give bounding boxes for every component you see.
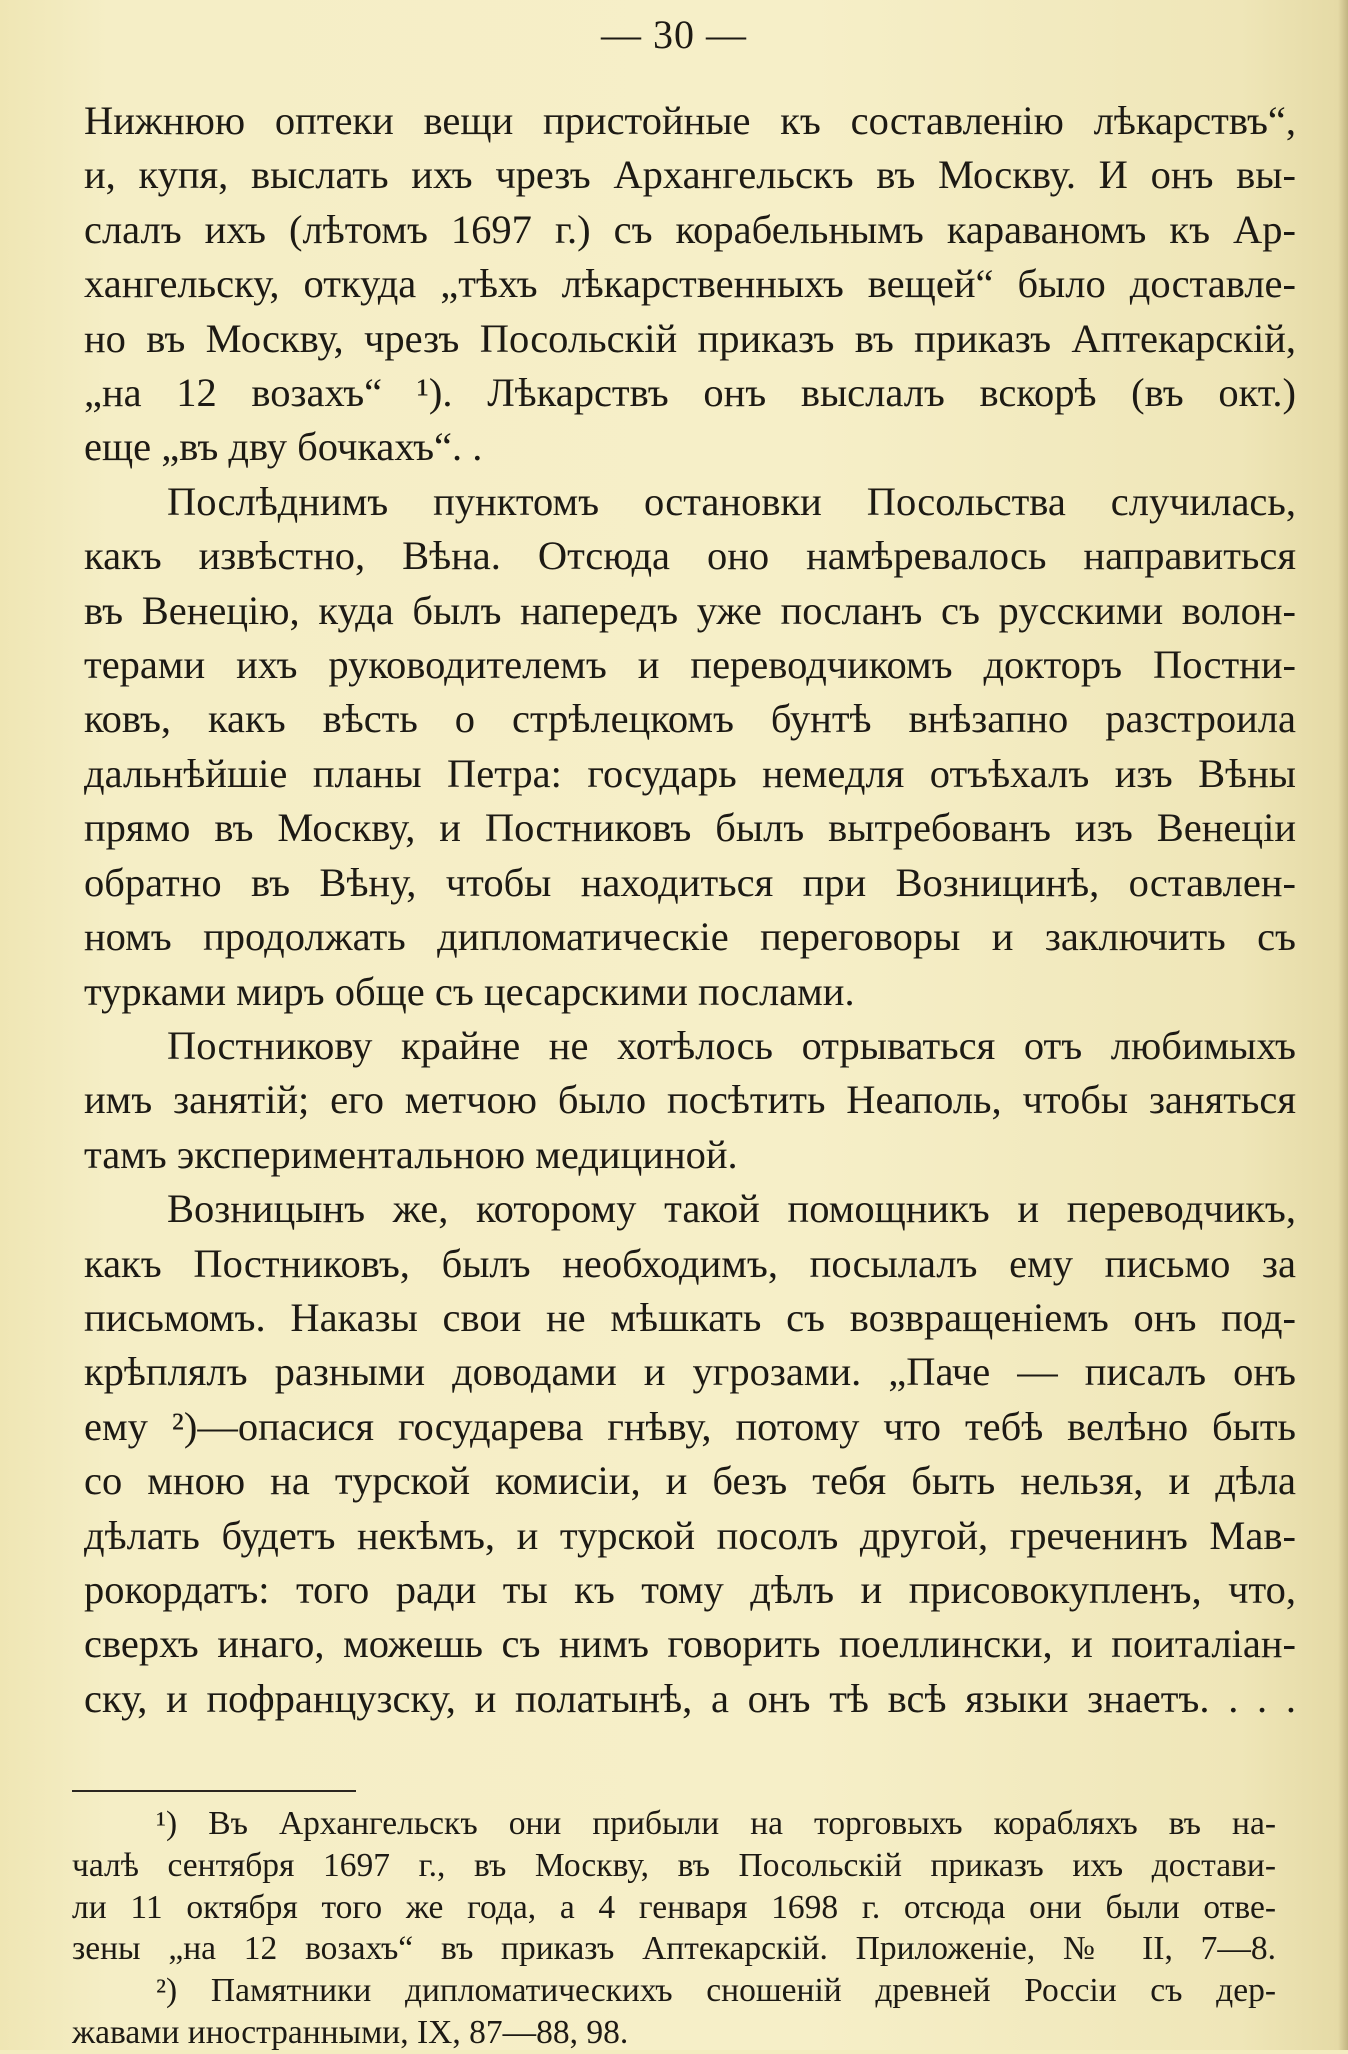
text-line: рокордатъ: того ради ты къ тому дѣлъ и присовокупленъ, что, (84, 1566, 1296, 1612)
text-line: но въ Москву, чрезъ Посольскій приказъ въ приказъ Аптекарскій, (84, 315, 1296, 361)
text-line: и, купя, выслать ихъ чрезъ Архангельскъ въ Москву. И онъ вы- (84, 152, 1296, 198)
footnote-line: зены „на 12 возахъ“ въ приказъ Аптекарскій. Приложеніе, № II, 7—8. (72, 1930, 1276, 1968)
footnote-line: ¹) Въ Архангельскъ они прибыли на торговыхъ корабляхъ въ на- (156, 1805, 1276, 1842)
footnote-line: чалѣ сентября 1697 г., въ Москву, въ Посольскій приказъ ихъ достави- (72, 1846, 1276, 1884)
paragraph-1 (84, 94, 1296, 475)
text-line: слалъ ихъ (лѣтомъ 1697 г.) съ корабельнымъ караваномъ къ Ар- (84, 206, 1296, 252)
text-line: со мною на турской комисіи, и безъ тебя быть нельзя, и дѣла (84, 1458, 1296, 1504)
text-line: прямо въ Москву, и Постниковъ былъ вытребованъ изъ Венеціи (84, 805, 1296, 851)
text-line: письмомъ. Наказы свои не мѣшкать съ возвращеніемъ онъ под- (84, 1294, 1296, 1340)
text-line: дѣлать будетъ некѣмъ, и турской посолъ другой, греченинъ Мав- (84, 1512, 1296, 1558)
text-line: терами ихъ руководителемъ и переводчикомъ докторъ Постни- (84, 642, 1296, 688)
text-line: дальнѣйшіе планы Петра: государь немедля отъѣхалъ изъ Вѣны (84, 750, 1296, 796)
text-line: Постникову крайне не хотѣлось отрываться отъ любимыхъ (167, 1022, 1296, 1068)
text-line: „на 12 возахъ“ ¹). Лѣкарствъ онъ выслалъ вскорѣ (въ окт.) (84, 370, 1296, 416)
text-line: номъ продолжать дипломатическіе переговоры и заключить съ (84, 914, 1296, 960)
text-line: Нижнюю оптеки вещи пристойные къ составленію лѣкарствъ“, (84, 98, 1296, 143)
footnote-rule (72, 1790, 356, 1792)
footnote-line: ²) Памятники дипломатическихъ сношеній древней Россіи съ дер- (156, 1972, 1276, 2010)
paragraph-3 (84, 1019, 1296, 1182)
text-line: ковъ, какъ вѣсть о стрѣлецкомъ бунтѣ внѣзапно разстроила (84, 696, 1296, 742)
text-line: турками миръ обще съ цесарскими послами. (84, 968, 855, 1014)
footnote-line: жавами иностранными, IX, 87—88, 98. (72, 2013, 629, 2051)
text-line: обратно въ Вѣну, чтобы находиться при Возницинѣ, оставлен- (84, 859, 1296, 905)
text-line: ску, и пофранцузску, и полатынѣ, а онъ тѣ всѣ языки знаетъ. . . . (84, 1675, 1296, 1721)
text-line: Послѣднимъ пунктомъ остановки Посольства случилась, (167, 478, 1296, 524)
text-line: сверхъ инаго, можешь съ нимъ говорить поеллински, и поиталіан- (84, 1621, 1296, 1667)
text-line: какъ Постниковъ, былъ необходимъ, посылалъ ему письмо за (84, 1240, 1296, 1286)
paragraph-2 (84, 475, 1296, 1019)
text-line: тамъ экспериментальною медициной. (84, 1131, 738, 1177)
paragraph-4 (84, 1182, 1296, 1726)
page-edge-shadow (1338, 0, 1348, 2050)
text-line: имъ занятій; его метчою было посѣтить Неаполь, чтобы заняться (84, 1077, 1296, 1123)
text-line: крѣплялъ разными доводами и угрозами. „Паче — писалъ онъ (84, 1349, 1296, 1395)
text-line: хангельску, откуда „тѣхъ лѣкарственныхъ вещей“ было доставле- (84, 261, 1296, 307)
footnote-2 (72, 1970, 1276, 2054)
text-line: въ Венецію, куда былъ напередъ уже посланъ съ русскими волон- (84, 587, 1296, 633)
footnotes (72, 1803, 1276, 2054)
main-text (84, 94, 1296, 1726)
footnote-1 (72, 1803, 1276, 1970)
text-line: еще „въ дву бочкахъ“. . (84, 424, 483, 470)
page-number: — 30 — (601, 12, 747, 57)
footnote-line: ли 11 октября того же года, а 4 генваря 1698 г. отсюда они были отве- (72, 1888, 1276, 1926)
text-line: Возницынъ же, которому такой помощникъ и переводчикъ, (167, 1186, 1296, 1232)
text-line: ему ²)—опасися государева гнѣву, потому что тебѣ велѣно быть (84, 1403, 1296, 1449)
text-line: какъ извѣстно, Вѣна. Отсюда оно намѣревалось направиться (84, 533, 1296, 579)
